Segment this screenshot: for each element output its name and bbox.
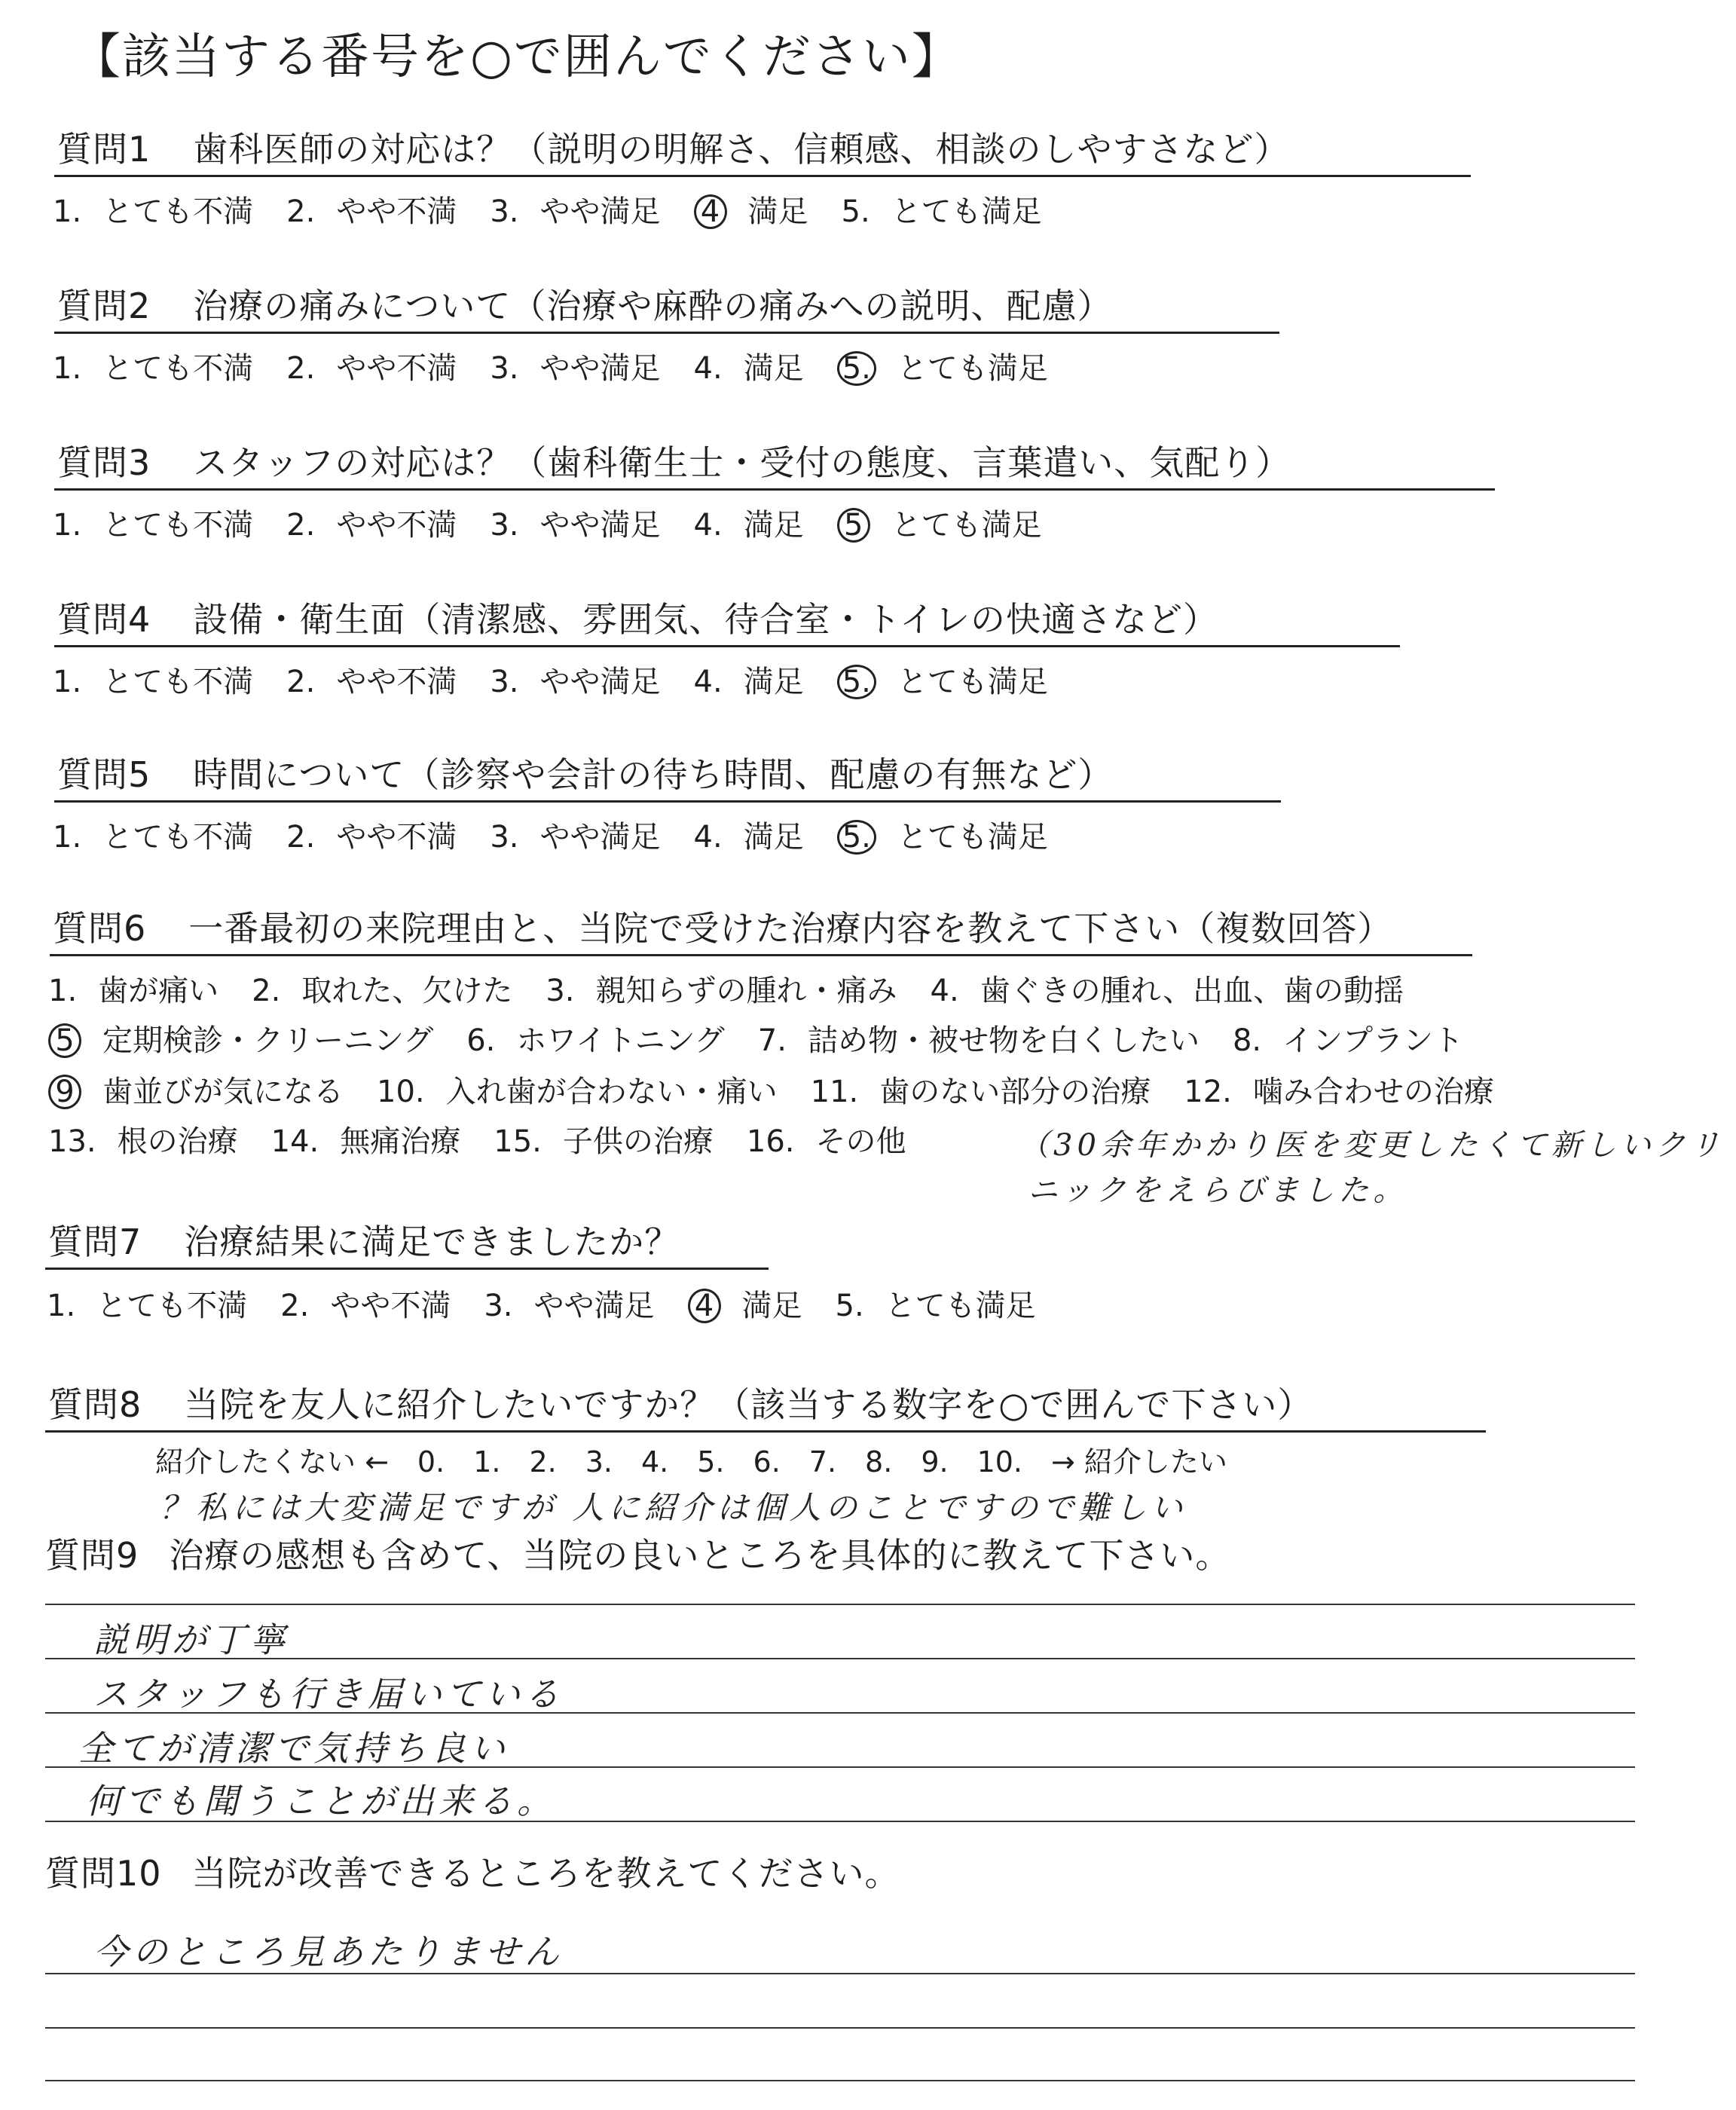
q9-rule: [45, 1604, 1635, 1605]
q9-answer-1: 説明が丁寧: [93, 1619, 289, 1660]
q4-options: [53, 663, 1081, 701]
option-label: やや満足: [539, 508, 661, 543]
q6-row4-option[interactable]: [747, 1123, 906, 1160]
option-number: 6.: [466, 1023, 496, 1058]
q6-row2-option[interactable]: [1233, 1022, 1463, 1060]
q6-row3-option[interactable]: [377, 1073, 778, 1111]
option-number: 3.: [490, 351, 519, 386]
q3-option[interactable]: [53, 506, 253, 544]
q8-label: 質問8: [48, 1384, 142, 1425]
q7-options: [47, 1287, 1069, 1325]
q6-row4-option[interactable]: [48, 1123, 238, 1160]
q9-answer-3: 全てが清潔で気持ち良い: [78, 1728, 509, 1769]
q2-heading: [57, 285, 1112, 327]
q6-underline: [50, 954, 1472, 956]
q2-text: 治療の痛みについて（治療や麻酔の痛みへの説明、配慮）: [193, 286, 1113, 326]
option-number: 14.: [270, 1124, 319, 1159]
option-label: 無痛治療: [340, 1124, 461, 1159]
option-number: 2.: [286, 820, 316, 855]
q10-rule: [45, 2080, 1635, 2081]
option-label: 歯並びが気になる: [102, 1075, 344, 1109]
q6-row: [48, 1123, 940, 1160]
option-label: 噛み合わせの治療: [1252, 1075, 1494, 1109]
option-label: 根の治療: [117, 1124, 238, 1159]
option-number: 7.: [757, 1023, 787, 1058]
q1-options: [53, 193, 1075, 231]
q8-scale-numbers: [417, 1444, 1051, 1480]
q6-other-note-2: ニックをえらびました。: [1028, 1173, 1408, 1208]
q7-text: 治療結果に満足できましたか？: [184, 1222, 680, 1262]
option-number: 3.: [490, 820, 519, 855]
option-number: 4.: [693, 508, 723, 543]
q3-option[interactable]: [490, 506, 660, 544]
q5-heading: [57, 754, 1113, 796]
q10-label: 質問10: [45, 1853, 162, 1894]
q6-row: [48, 1022, 1496, 1060]
option-label: とても不満: [102, 351, 254, 386]
q1-underline: [54, 175, 1471, 177]
q3-option[interactable]: [837, 506, 1042, 544]
q7-heading: [48, 1221, 680, 1263]
q8-scale-number[interactable]: 7.: [808, 1445, 837, 1479]
option-number: 2.: [252, 974, 281, 1008]
q6-row1-option[interactable]: [252, 972, 512, 1010]
page-title: 【該当する番号を○で囲んでください】: [72, 29, 961, 85]
q5-text: 時間について（診察や会計の待ち時間、配慮の有無など）: [193, 754, 1114, 795]
option-number: 2.: [280, 1289, 310, 1323]
q6-row2-option[interactable]: [758, 1022, 1200, 1060]
option-number: 3.: [484, 1289, 513, 1323]
option-number: 1.: [47, 1289, 76, 1323]
selected-number-circle: 4: [688, 1289, 721, 1323]
q4-option[interactable]: [53, 663, 253, 701]
q6-row3-option[interactable]: [48, 1073, 344, 1111]
option-label: やや不満: [336, 508, 457, 543]
option-label: とても不満: [102, 820, 254, 855]
q7-underline: [45, 1268, 769, 1270]
q9-heading: [45, 1534, 1230, 1576]
option-label: やや不満: [336, 820, 457, 855]
q8-heading: [48, 1384, 1313, 1426]
q10-text: 当院が改善できるところを教えてください。: [191, 1853, 900, 1894]
q1-heading: [57, 128, 1289, 170]
q8-scale: [155, 1444, 1227, 1480]
q8-scale-number[interactable]: 8.: [865, 1445, 893, 1479]
q2-label: 質問2: [57, 286, 151, 326]
option-label: やや不満: [336, 194, 457, 229]
option-label: とても満足: [897, 351, 1048, 386]
q4-label: 質問4: [57, 599, 151, 640]
q6-other-note-1: （30余年かかり医を変更したくて新しいクリ: [1019, 1128, 1725, 1163]
q8-text: 当院を友人に紹介したいですか？（該当する数字を○で囲んで下さい）: [184, 1384, 1313, 1425]
option-label: やや満足: [539, 351, 661, 386]
option-number: 4.: [693, 665, 723, 699]
option-number: 5.: [835, 1289, 864, 1323]
q1-option[interactable]: [694, 193, 808, 231]
option-label: 歯が痛い: [98, 974, 219, 1008]
q8-scale-left: 紹介したくない ←: [155, 1445, 389, 1479]
selected-number-circle: 5.: [837, 351, 876, 386]
option-number: 10.: [377, 1075, 425, 1109]
q10-rule: [45, 2027, 1635, 2029]
q9-answer-2: スタッフも行き届いている: [93, 1674, 564, 1714]
q6-row: [48, 1073, 1527, 1111]
option-number: 4.: [693, 820, 723, 855]
q3-heading: [57, 442, 1291, 484]
option-number: 3.: [490, 194, 519, 229]
q7-option[interactable]: [688, 1287, 802, 1325]
q3-option[interactable]: [694, 506, 804, 544]
option-number: 4.: [930, 974, 959, 1008]
q6-row1-option[interactable]: [931, 972, 1404, 1010]
selected-number-circle: 4: [694, 194, 727, 229]
option-label: 詰め物・被せ物を白くしたい: [807, 1023, 1200, 1058]
option-label: とても満足: [897, 820, 1048, 855]
option-number: 8.: [1232, 1023, 1262, 1058]
option-label: とても不満: [102, 194, 254, 229]
q1-label: 質問1: [57, 129, 151, 170]
option-label: やや満足: [539, 665, 661, 699]
q4-heading: [57, 598, 1218, 641]
q5-option[interactable]: [490, 818, 660, 856]
option-label: やや満足: [539, 194, 661, 229]
q5-option[interactable]: [53, 818, 253, 856]
selected-number-circle: 5: [837, 508, 870, 543]
q9-answer-4: 何でも聞うことが出来る。: [86, 1781, 556, 1821]
q5-label: 質問5: [57, 754, 151, 795]
option-label: インプラント: [1282, 1023, 1464, 1058]
option-label: やや満足: [539, 820, 661, 855]
option-number: 5.: [841, 194, 870, 229]
option-label: 歯のない部分の治療: [879, 1075, 1151, 1109]
q6-row3-option[interactable]: [1184, 1073, 1494, 1111]
q4-option[interactable]: [286, 663, 457, 701]
option-number: 2.: [286, 665, 316, 699]
option-label: 歯ぐきの腫れ、出血、歯の動揺: [980, 974, 1404, 1008]
q6-row3-option[interactable]: [811, 1073, 1151, 1111]
q4-option[interactable]: [490, 663, 660, 701]
q8-scale-right: → 紹介したい: [1051, 1445, 1227, 1479]
q6-row4-option[interactable]: [271, 1123, 461, 1160]
q5-option[interactable]: [837, 818, 1048, 856]
option-label: 定期検診・クリーニング: [102, 1023, 434, 1058]
option-label: とても満足: [897, 665, 1048, 699]
option-label: 満足: [747, 194, 808, 229]
q2-option[interactable]: [53, 350, 253, 387]
option-number: 2.: [286, 508, 316, 543]
option-number: 3.: [490, 665, 519, 699]
option-label: やや不満: [336, 351, 457, 386]
option-label: とても不満: [96, 1289, 248, 1323]
q6-row2-option[interactable]: [466, 1022, 725, 1060]
option-number: 1.: [48, 974, 78, 1008]
q2-options: [53, 350, 1081, 387]
q6-row: [48, 972, 1437, 1010]
q8-underline: [45, 1430, 1486, 1433]
q7-label: 質問7: [48, 1222, 142, 1262]
q1-text: 歯科医師の対応は？（説明の明解さ、信頼感、相談のしやすさなど）: [193, 129, 1290, 170]
option-number: 3.: [490, 508, 519, 543]
option-label: 満足: [743, 351, 804, 386]
selected-number-circle: 5.: [837, 665, 876, 699]
option-label: その他: [815, 1124, 906, 1159]
option-label: ホワイトニング: [516, 1023, 725, 1058]
q6-row2-option[interactable]: [48, 1022, 433, 1060]
q4-text: 設備・衛生面（清潔感、雰囲気、待合室・トイレの快適さなど）: [193, 599, 1218, 640]
option-number: 15.: [494, 1124, 542, 1159]
q4-option[interactable]: [837, 663, 1048, 701]
option-number: 4.: [693, 351, 723, 386]
q3-option[interactable]: [286, 506, 457, 544]
q1-option[interactable]: [53, 193, 253, 231]
option-number: 3.: [546, 974, 575, 1008]
q3-underline: [54, 488, 1495, 491]
q6-heading: [53, 907, 1392, 950]
q5-option[interactable]: [286, 818, 457, 856]
q8-scale-number[interactable]: 6.: [753, 1445, 781, 1479]
option-label: やや不満: [336, 665, 457, 699]
q5-options: [53, 818, 1081, 856]
option-label: 満足: [743, 665, 804, 699]
option-number: 11.: [810, 1075, 859, 1109]
q4-underline: [54, 645, 1400, 647]
option-number: 12.: [1184, 1075, 1232, 1109]
option-number: 13.: [48, 1124, 96, 1159]
option-number: 1.: [53, 194, 82, 229]
q6-text: 一番最初の来院理由と、当院で受けた治療内容を教えて下さい（複数回答）: [188, 908, 1393, 949]
q2-option[interactable]: [490, 350, 660, 387]
q1-option[interactable]: [842, 193, 1042, 231]
q8-scale-number[interactable]: 10.: [976, 1445, 1023, 1479]
option-label: とても満足: [891, 194, 1042, 229]
option-label: 満足: [743, 820, 804, 855]
q1-option[interactable]: [286, 193, 457, 231]
option-label: 取れた、欠けた: [301, 974, 513, 1008]
q5-underline: [54, 800, 1281, 803]
q9-text: 治療の感想も含めて、当院の良いところを具体的に教えて下さい。: [169, 1535, 1231, 1576]
q2-option[interactable]: [837, 350, 1048, 387]
option-number: 1.: [53, 351, 82, 386]
selected-number-circle: 5.: [837, 820, 876, 855]
q4-option[interactable]: [694, 663, 804, 701]
q7-option[interactable]: [484, 1287, 654, 1325]
option-number: 16.: [746, 1124, 795, 1159]
option-label: 満足: [743, 508, 804, 543]
option-label: とても満足: [891, 508, 1042, 543]
q8-scale-number[interactable]: 3.: [585, 1445, 613, 1479]
selected-number-circle: 5: [48, 1023, 81, 1058]
q3-options: [53, 506, 1075, 544]
q6-label: 質問6: [53, 908, 147, 949]
q8-scale-number[interactable]: 4.: [640, 1445, 669, 1479]
q2-option[interactable]: [694, 350, 804, 387]
option-number: 1.: [53, 820, 82, 855]
q10-heading: [45, 1852, 900, 1894]
selected-number-circle: 9: [48, 1075, 81, 1109]
q3-text: スタッフの対応は？（歯科衛生士・受付の態度、言葉遣い、気配り）: [193, 442, 1291, 483]
q7-option[interactable]: [836, 1287, 1036, 1325]
q8-note: ？私には大変満足ですが 人に紹介は個人のことですので難しい: [160, 1489, 1187, 1526]
q8-scale-number[interactable]: 5.: [697, 1445, 725, 1479]
option-label: やや満足: [533, 1289, 655, 1323]
option-label: 満足: [741, 1289, 802, 1323]
q6-row4-option[interactable]: [494, 1123, 714, 1160]
option-number: 2.: [286, 351, 316, 386]
q2-option[interactable]: [286, 350, 457, 387]
q2-underline: [54, 332, 1279, 334]
q5-option[interactable]: [694, 818, 804, 856]
q8-scale-number[interactable]: 0.: [417, 1445, 445, 1479]
q10-answer-1: 今のところ見あたりません: [93, 1931, 564, 1972]
q8-scale-number[interactable]: 1.: [473, 1445, 501, 1479]
option-label: とても不満: [102, 508, 254, 543]
q1-option[interactable]: [490, 193, 660, 231]
option-label: とても満足: [885, 1289, 1036, 1323]
q7-option[interactable]: [47, 1287, 247, 1325]
option-label: 入れ歯が合わない・痛い: [445, 1075, 778, 1109]
q8-scale-number[interactable]: 9.: [921, 1445, 949, 1479]
q8-scale-number[interactable]: 2.: [529, 1445, 557, 1479]
q7-option[interactable]: [280, 1287, 451, 1325]
option-label: 子供の治療: [562, 1124, 714, 1159]
option-label: とても不満: [102, 665, 254, 699]
option-label: 親知らずの腫れ・痛み: [595, 974, 897, 1008]
option-number: 1.: [53, 508, 82, 543]
q6-row1-option[interactable]: [48, 972, 219, 1010]
q9-label: 質問9: [45, 1535, 139, 1576]
option-number: 2.: [286, 194, 316, 229]
q3-label: 質問3: [57, 442, 151, 483]
q6-row1-option[interactable]: [546, 972, 897, 1010]
option-number: 1.: [53, 665, 82, 699]
option-label: やや不満: [330, 1289, 451, 1323]
